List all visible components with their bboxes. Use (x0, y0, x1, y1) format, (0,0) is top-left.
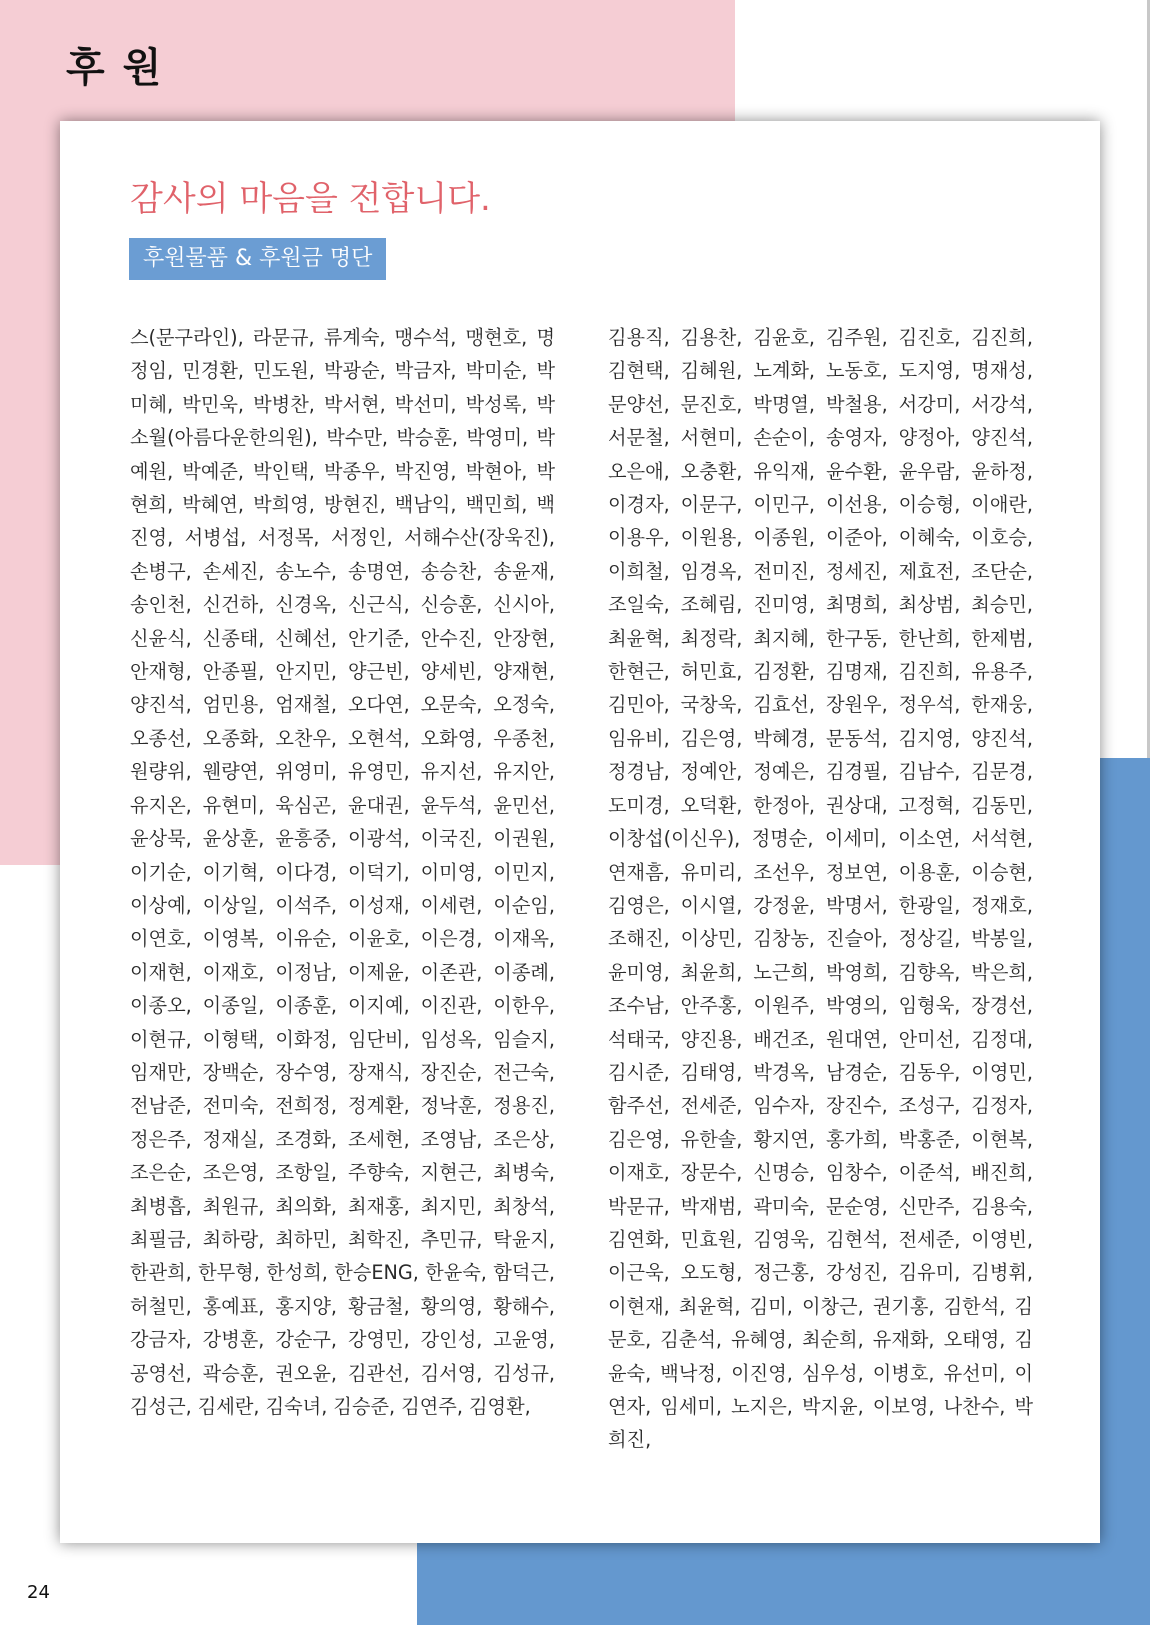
donor-list-tag: 후원물품 & 후원금 명단 (129, 238, 386, 280)
section-title: 후 원 (66, 45, 164, 91)
thanks-headline: 감사의 마음을 전합니다. (130, 179, 491, 219)
donor-list-left-column: 스(문구라인), 라문규, 류계숙, 맹수석, 맹현호, 명정임, 민경환, 민도원, 박광순, 박금자, 박미순, 박미혜, 박민욱, 박병찬, 박서현, 박선미, 박성록, 박소월(아름다운한의원), 박수만, 박승훈, 박영미, 박예원, 박예준, 박인택, 박종우, 박진영, 박현아, 박현희, 박혜연, 박희영, 방현진, 백남익, 백민희, 백진영, 서병섭, 서정목, 서정인, 서해수산(장욱진), 손병구, 손세진, 송노수, 송명연, 송승찬, 송윤재, 송인천, 신건하, 신경옥, 신근식, 신승훈, 신시아, 신윤식, 신종태, 신혜선, 안기준, 안수진, 안장현, 안재형, 안종필, 안지민, 양근빈, 양세빈, 양재현, 양진석, 엄민용, 엄재철, 오다연, 오문숙, 오정숙, 오종선, 오종화, 오찬우, 오현석, 오화영, 우종천, 원량위, 웬량연, 위영미, 유영민, 유지선, 유지안, 유지온, 유현미, 육심곤, 윤대권, 윤두석, 윤민선, 윤상묵, 윤상훈, 윤흥중, 이광석, 이국진, 이권원, 이기순, 이기혁, 이다경, 이덕기, 이미영, 이민지, 이상예, 이상일, 이석주, 이성재, 이세련, 이순임, 이연호, 이영복, 이유순, 이윤호, 이은경, 이재옥, 이재현, 이재호, 이정남, 이제윤, 이존관, 이종례, 이종오, 이종일, 이종훈, 이지예, 이진관, 이한우, 이현규, 이형택, 이화정, 임단비, 임성옥, 임슬지, 임재만, 장백순, 장수영, 장재식, 장진순, 전근숙, 전남준, 전미숙, 전희정, 정계환, 정낙훈, 정용진, 정은주, 정재실, 조경화, 조세현, 조영남, 조은상, 조은순, 조은영, 조항일, 주향숙, 지현근, 최병숙, 최병흡, 최원규, 최의화, 최재홍, 최지민, 최창석, 최필금, 최하랑, 최하민, 최학진, 추민규, 탁윤지, 한관희, 한무형, 한성희, 한승ENG, 한윤숙, 함덕근, 허철민, 홍예표, 홍지양, 황금철, 황의영, 황해수, 강금자, 강병훈, 강순구, 강영민, 강인성, 고윤영, 공영선, 곽승훈, 권오윤, 김관선, 김서영, 김성규, 김성근, 김세란, 김숙녀, 김승준, 김연주, 김영환, (130, 326, 555, 1418)
page-number: 24 (27, 1582, 50, 1603)
donor-list-card (60, 121, 1100, 1543)
donor-list-right-column: 김용직, 김용찬, 김윤호, 김주원, 김진호, 김진희, 김현택, 김혜원, 노계화, 노동호, 도지영, 명재성, 문양선, 문진호, 박명열, 박철용, 서강미, 서강석, 서문철, 서현미, 손순이, 송영자, 양정아, 양진석, 오은애, 오충환, 유익재, 윤수환, 윤우람, 윤하정, 이경자, 이문구, 이민구, 이선용, 이승형, 이애란, 이용우, 이원용, 이종원, 이준아, 이혜숙, 이호승, 이희철, 임경옥, 전미진, 정세진, 제효전, 조단순, 조일숙, 조혜림, 진미영, 최명희, 최상범, 최승민, 최윤혁, 최정락, 최지혜, 한구동, 한난희, 한제범, 한현근, 허민효, 김정환, 김명재, 김진희, 유용주, 김민아, 국창욱, 김효선, 장원우, 정우석, 한재웅, 임유비, 김은영, 박혜경, 문동석, 김지영, 양진석, 정경남, 정예안, 정예은, 김경필, 김남수, 김문경, 도미경, 오덕환, 한정아, 권상대, 고정혁, 김동민, 이창섭(이신우), 정명순, 이세미, 이소연, 서석현, 연재흠, 유미리, 조선우, 정보연, 이용훈, 이승현, 김영은, 이시열, 강정윤, 박명서, 한광일, 정재호, 조해진, 이상민, 김창농, 진슬아, 정상길, 박봉일, 윤미영, 최윤희, 노근희, 박영희, 김향옥, 박은희, 조수남, 안주홍, 이원주, 박영의, 임형욱, 장경선, 석태국, 양진용, 배건조, 원대연, 안미선, 김정대, 김시준, 김태영, 박경옥, 남경순, 김동우, 이영민, 함주선, 전세준, 임수자, 장진수, 조성구, 김정자, 김은영, 유한솔, 황지연, 홍가희, 박홍준, 이현복, 이재호, 장문수, 신명승, 임창수, 이준석, 배진희, 박문규, 박재범, 곽미숙, 문순영, 신만주, 김용숙, 김연화, 민효원, 김영욱, 김현석, 전세준, 이영빈, 이근욱, 오도형, 정근홍, 강성진, 김유미, 김병휘, 이현재, 최윤혁, 김미, 이창근, 권기홍, 김한석, 김문호, 김춘석, 유혜영, 최순희, 유재화, 오태영, 김윤숙, 백낙정, 이진영, 심우성, 이병호, 유선미, 이연자, 임세미, 노지은, 박지윤, 이보영, 나찬수, 박희진, (608, 326, 1033, 1452)
